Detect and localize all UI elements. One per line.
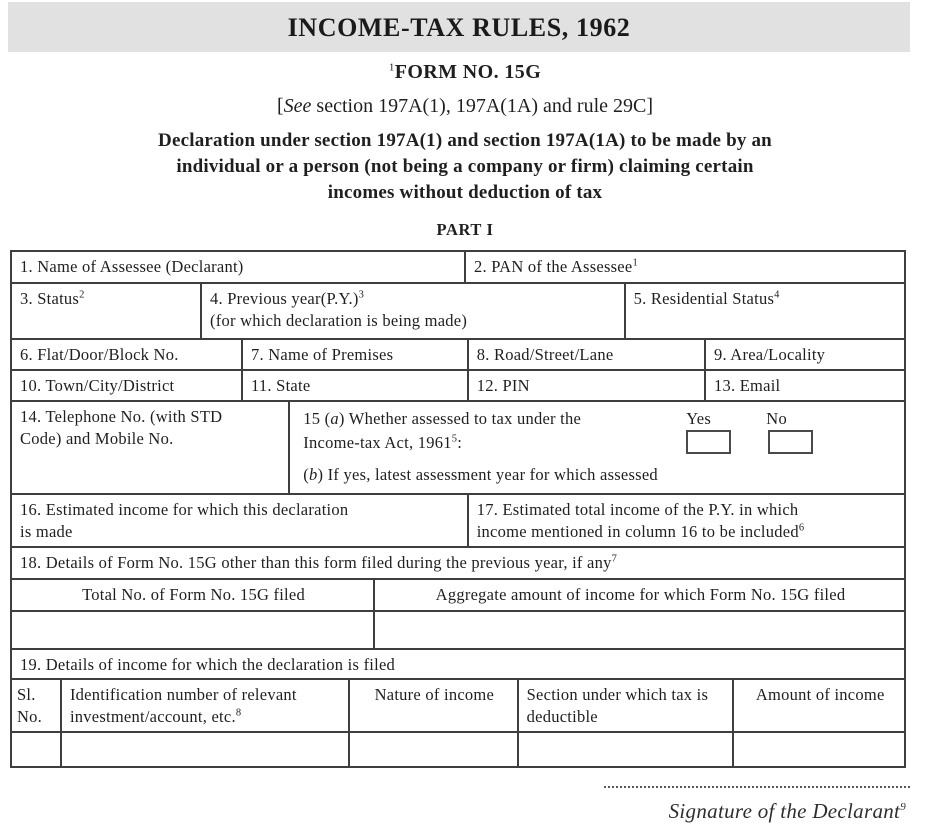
field-road-street-lane[interactable]: 8. Road/Street/Lane (469, 340, 706, 369)
field-pin[interactable]: 12. PIN (469, 371, 706, 400)
header-total-forms-filed: Total No. of Form No. 15G filed (12, 580, 375, 610)
signature-dotted-line (604, 786, 910, 788)
see-section-line: [See section 197A(1), 197A(1A) and rule 29C] (276, 95, 654, 117)
label-15b: (b) If yes, latest assessment year for which assessed (303, 465, 658, 484)
label-15a-line2: Income-tax Act, 1961$^5$: (303, 433, 463, 452)
field-flat-door-block[interactable]: 6. Flat/Door/Block No. (12, 340, 243, 369)
field-area-locality[interactable]: 9. Area/Locality (713, 345, 826, 364)
no-checkbox[interactable] (768, 430, 813, 454)
field-estimated-total-income[interactable]: 17. Estimated total income of the P.Y. in which income mentioned in column 16 to be included$^6$ (476, 500, 805, 541)
total-forms-filed-input-cell[interactable] (12, 612, 375, 648)
section-input-cell[interactable] (519, 733, 735, 766)
field-pan-of-assessee[interactable]: 2. PAN of the Assessee$^1$ (474, 257, 638, 276)
footnote-marker-5: 5 (451, 433, 458, 445)
row-estimated-income (12, 495, 904, 548)
field-telephone-mobile[interactable]: 14. Telephone No. (with STD Code) and Mobile No. (12, 402, 290, 493)
form-number-text: FORM NO. 15G (394, 61, 542, 83)
row-status-py-residential (12, 284, 904, 340)
footnote-marker-9: 9 (900, 801, 906, 813)
row-address-1 (12, 340, 904, 371)
row-telephone-assessed (12, 402, 904, 495)
no-label: No (766, 409, 787, 428)
part-title: PART I (436, 220, 494, 239)
footnote-marker-7: 7 (611, 553, 618, 565)
nature-of-income-input-cell[interactable] (350, 733, 519, 766)
footnote-marker-1: 1 (632, 257, 638, 269)
sl-no-input-cell[interactable] (12, 733, 62, 766)
footnote-marker-8: 8 (235, 707, 242, 719)
form-title-band (8, 2, 910, 52)
yes-label: Yes (686, 409, 712, 428)
field-previous-year[interactable]: 4. Previous $year(P.Y.)^3$ (for which declaration is being made) (202, 284, 626, 338)
row-address-2 (12, 371, 904, 402)
field-town-city-district[interactable]: 10. Town/City/District (12, 371, 243, 400)
footnote-marker-4: 4 (774, 289, 780, 301)
column-header-amount-of-income: Amount of income (755, 685, 885, 704)
footnote-marker-2: 2 (79, 289, 85, 301)
field-residential-status[interactable]: 5. Residential Status$^4$ (633, 289, 780, 308)
column-header-section: Section under which tax is deductible (519, 680, 735, 731)
column-header-nature-of-income: Nature of income (350, 680, 519, 731)
row-form15g-inputs (12, 612, 904, 650)
yes-checkbox[interactable] (686, 430, 731, 454)
see-word-italic: See (283, 95, 312, 117)
identification-input-cell[interactable] (62, 733, 350, 766)
row-details-of-income (12, 650, 904, 680)
footnote-marker-6: 6 (798, 522, 805, 534)
field-status[interactable]: 3. Status$^2$ (12, 284, 202, 338)
field-whether-assessed (290, 402, 904, 493)
row-form15g-subheaders (12, 580, 904, 612)
footnote-marker-form-no: 1 (388, 61, 395, 74)
page-title: INCOME-TAX RULES, 1962 (287, 13, 631, 42)
form-number-heading (0, 61, 930, 84)
amount-of-income-input-cell[interactable] (734, 733, 903, 766)
label-15a: 15 (a) Whether assessed to tax under the (303, 409, 582, 428)
column-header-identification: Identification number of relevant investment/account, etc.$^8$ (62, 680, 350, 731)
footnote-marker-3: 3 (358, 289, 365, 301)
row-name-pan (12, 252, 904, 284)
column-header-sl-no: Sl. No. (12, 680, 62, 731)
income-table-header-row (12, 680, 904, 733)
field-email[interactable]: 13. Email (713, 376, 781, 395)
signature-label: Signature of the Declarant$^9$ (668, 799, 906, 823)
field-name-of-assessee[interactable]: 1. Name of Assessee (Declarant) (12, 252, 466, 282)
header-aggregate-amount: Aggregate amount of income for which Form No. 15G filed (435, 585, 846, 604)
income-table-empty-row (12, 733, 904, 766)
aggregate-amount-input-cell[interactable] (375, 612, 904, 648)
declaration-heading: Declaration under section 197A(1) and section 197A(1A) to be made by an individual or a person (not being a company or firm) claiming certain incomes without deduction of tax (158, 130, 772, 203)
field-state[interactable]: 11. State (243, 371, 469, 400)
field-name-of-premises[interactable]: 7. Name of Premises (243, 340, 469, 369)
row-details-form15g (12, 548, 904, 580)
field-details-of-income: 19. Details of income for which the declaration is filed (20, 655, 396, 674)
part1-table (10, 250, 906, 768)
field-details-form15g: 18. Details of Form No. 15G other than this form filed during the previous year, if any$^7$ (20, 553, 618, 572)
field-estimated-income[interactable]: 16. Estimated income for which this declaration is made (12, 495, 469, 546)
